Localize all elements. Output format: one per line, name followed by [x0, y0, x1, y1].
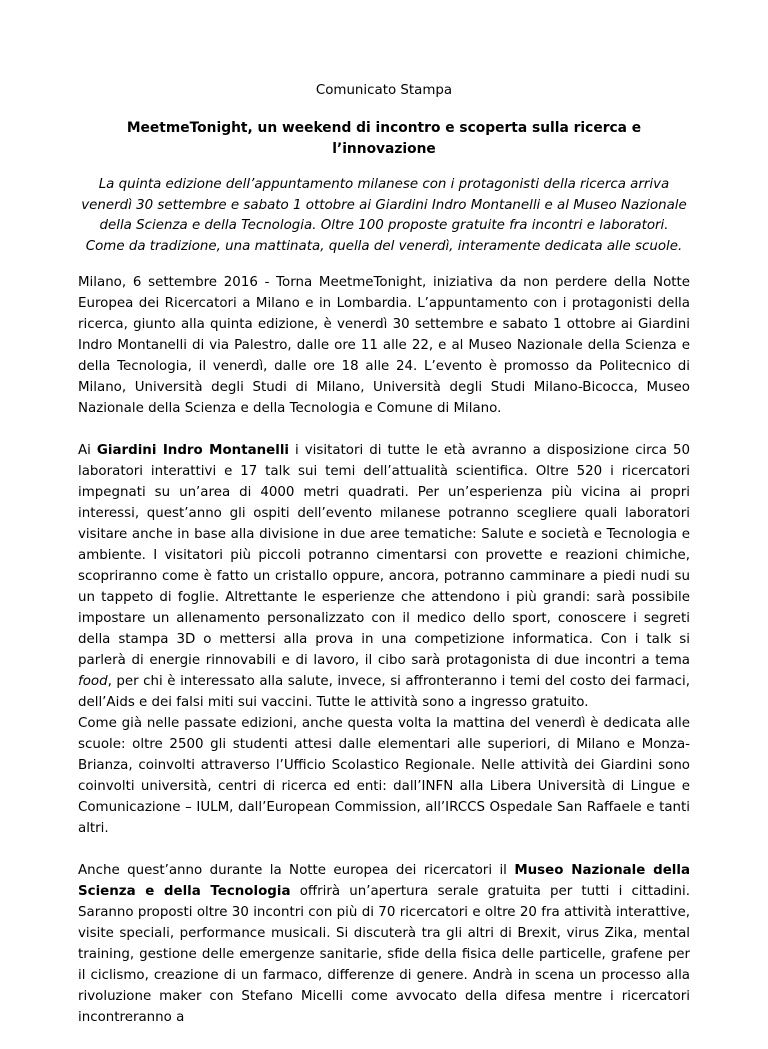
lead-paragraph: La quinta edizione dell’appuntamento milanese con i protagonisti della ricerca arriva venerdì 30 settembre e sabato 1 ottobre ai Giardini Indro Montanelli e al Museo Nazionale della Scienza e della Tecnologia. Oltre 100 proposte gratuite fra incontri e laboratori. Come da tradizione, una mattinata, quella del venerdì, interamente dedicata alle scuole. [81, 177, 687, 254]
body-paragraph-museo [78, 860, 690, 1028]
text-run: Ai [78, 443, 97, 458]
italic-term-food: food [78, 674, 108, 689]
press-release-headline: MeetmeTonight, un weekend di incontro e scoperta sulla ricerca e l’innovazione [126, 120, 642, 157]
text-run: i visitatori di tutte le età avranno a disposizione circa 50 laboratori interattivi e 17 talk sui temi dell’attualità scientifica. Oltre 520 i ricercatori impegnati su un’area di 4000 metri quadrati. Per un’esperienza più vicina ai propri interessi, quest’anno gli ospiti dell’evento milanese potranno scegliere quali laboratori visitare anche in base alla divisione in due aree tematiche: Salute e società e Tecnologia e ambiente. I visitatori più piccoli potranno cimentarsi con provette e reazioni chimiche, scopriranno come è fatto un cristallo oppure, ancora, potranno camminare a piedi nudi su un tappeto di foglie. Altrettante le esperienze che attendono i più grandi: sarà possibile impostare un allenamento personalizzato con il medico dello sport, conoscere i segreti della stampa 3D o mettersi alla prova in una competizione informatica. Con i talk si parlerà di energie rinnovabili e di lavoro, il cibo sarà protagonista di due incontri a tema [78, 443, 690, 668]
bold-venue-museo: Museo Nazionale della Scienza e della Tecnologia [78, 863, 691, 899]
bold-venue-giardini: Giardini Indro Montanelli [96, 443, 290, 458]
document-page [78, 80, 690, 1049]
text-run: , per chi è interessato alla salute, invece, si affronteranno i temi del costo dei farmaci, dell’Aids e dei falsi miti sui vaccini. Tutte le attività sono a ingresso gratuito. [78, 674, 690, 710]
body-paragraph-giardini [78, 440, 690, 713]
document-type-label: Comunicato Stampa [315, 83, 453, 98]
body-paragraph-schools: Come già nelle passate edizioni, anche questa volta la mattina del venerdì è dedicata alle scuole: oltre 2500 gli studenti attesi dalle elementari alle superiori, di Milano e Monza-Brianza, coinvolti attraverso l’Ufficio Scolastico Regionale. Nelle attività dei Giardini sono coinvolti università, centri di ricerca ed enti: dall’INFN alla Libera Università di Lingue e Comunicazione – IULM, dall’European Commission, all’IRCCS Ospedale San Raffaele e tanti altri. [78, 716, 690, 836]
text-run: Anche quest’anno durante la Notte europea dei ricercatori il [78, 863, 515, 878]
body-paragraph-intro: Milano, 6 settembre 2016 - Torna MeetmeTonight, iniziativa da non perdere della Notte Europea dei Ricercatori a Milano e in Lombardia. L’appuntamento con i protagonisti della ricerca, giunto alla quinta edizione, è venerdì 30 settembre e sabato 1 ottobre ai Giardini Indro Montanelli di via Palestro, dalle ore 11 alle 22, e al Museo Nazionale della Scienza e della Tecnologia, il venerdì, dalle ore 18 alle 24. L’evento è promosso da Politecnico di Milano, Università degli Studi di Milano, Università degli Studi Milano-Bicocca, Museo Nazionale della Scienza e della Tecnologia e Comune di Milano. [78, 275, 690, 416]
text-run: offrirà un’apertura serale gratuita per tutti i cittadini. Saranno proposti oltre 30 incontri con più di 70 ricercatori e oltre 20 fra attività interattive, visite speciali, performance musicali. Si discuterà tra gli altri di Brexit, virus Zika, mental training, gestione delle emergenze sanitarie, sfide della fisica delle particelle, grafene per il ciclismo, creazione di un farmaco, differenze di genere. Andrà in scena un processo alla rivoluzione maker con Stefano Micelli come avvocato della difesa mentre i ricercatori incontreranno a [78, 884, 690, 1025]
